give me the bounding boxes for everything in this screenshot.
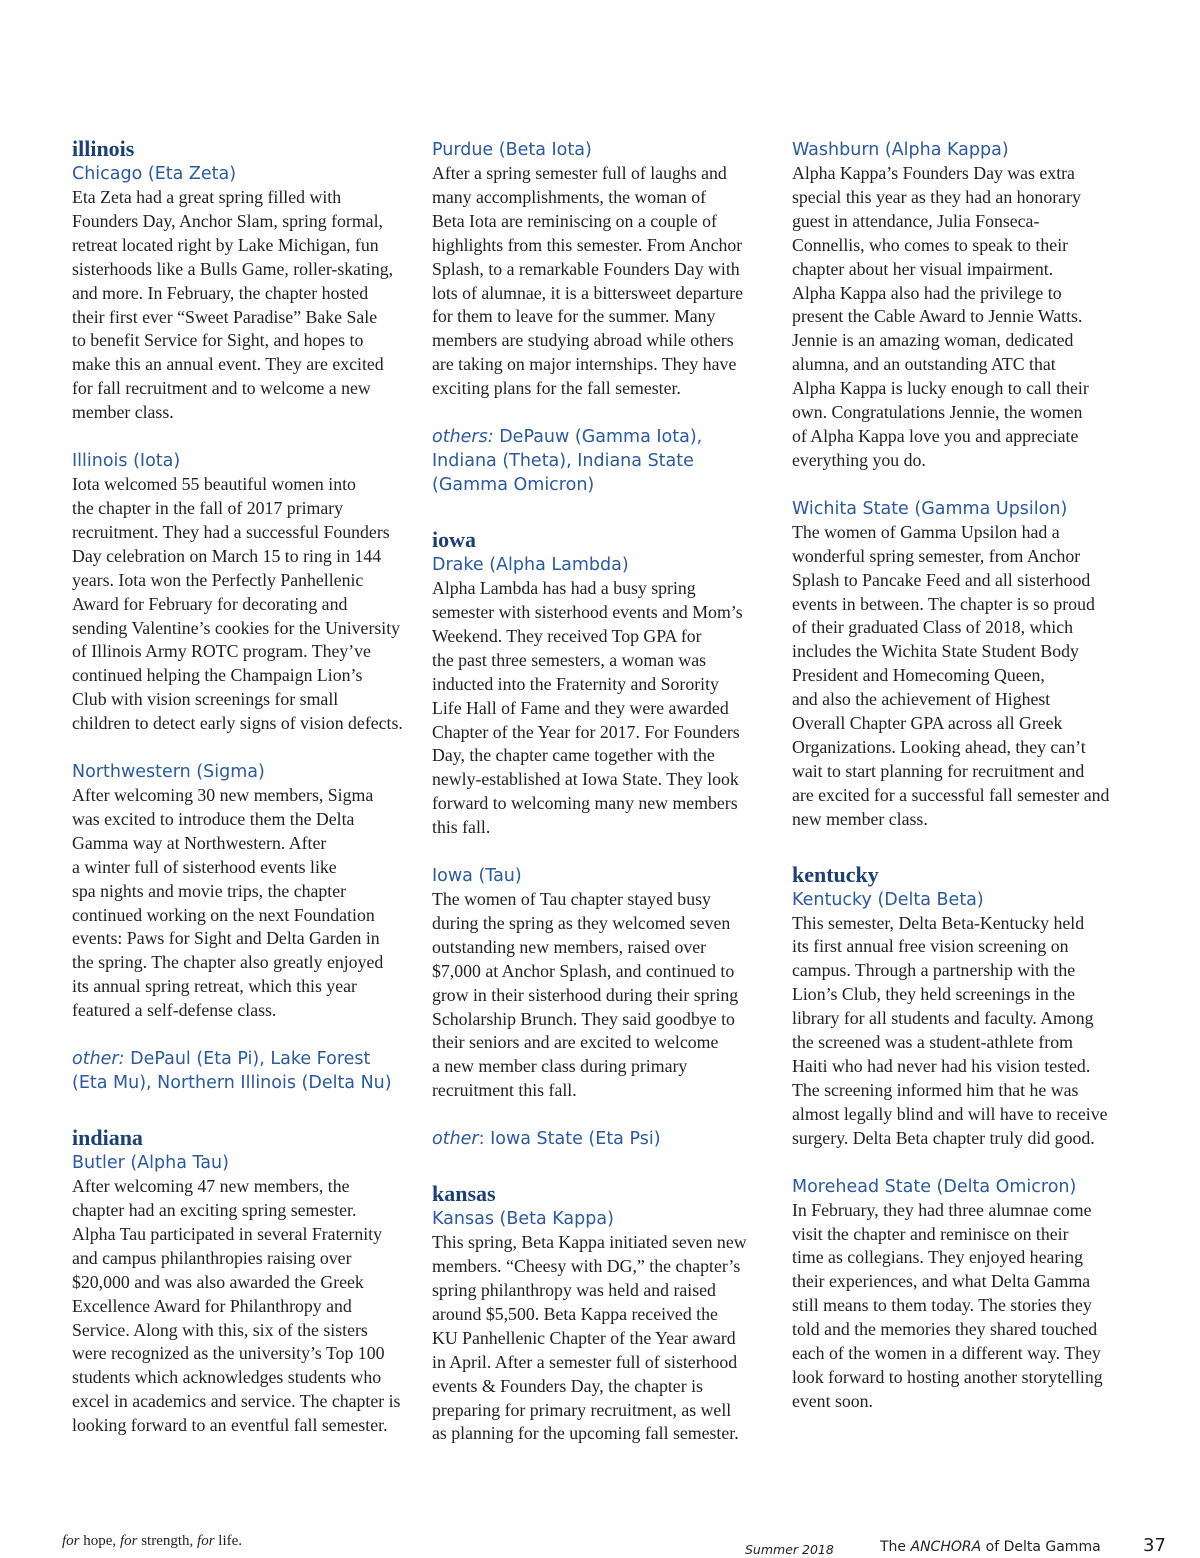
text-line: in April. After a semester full of sisterhood — [432, 1351, 738, 1372]
text-line: highlights from this semester. From Anchor — [432, 234, 743, 255]
text-line: Lion’s Club, they held screenings in the — [792, 984, 1075, 1005]
state-heading-illinois: illinois — [72, 136, 135, 161]
tagline-for-1: for — [62, 1533, 80, 1549]
chapter-title-kansas: Kansas (Beta Kappa) — [432, 1209, 614, 1230]
text-line: its first annual free vision screening on — [792, 936, 1069, 957]
chapter-title-northwestern: Northwestern (Sigma) — [72, 762, 265, 783]
text-line: almost legally blind and will have to receive — [792, 1103, 1108, 1124]
text-line: The women of Gamma Upsilon had a — [792, 521, 1060, 542]
text-line: the chapter in the fall of 2017 primary — [72, 497, 344, 518]
text-line: each of the women in a different way. They — [792, 1343, 1101, 1364]
other-line-1: DePaul (Eta Pi), Lake Forest — [124, 1049, 371, 1070]
text-line: this fall. — [432, 817, 491, 838]
magazine-name — [880, 1539, 1101, 1555]
text-line: their experiences, and what Delta Gamma — [792, 1271, 1091, 1292]
text-line: forward to welcoming many new members — [432, 793, 738, 814]
chapter-text-purdue — [432, 162, 777, 401]
issue-date: Summer 2018 — [745, 1542, 834, 1557]
text-line: In February, they had three alumnae come — [792, 1199, 1092, 1220]
page-number: 37 — [1143, 1535, 1166, 1556]
text-line: After welcoming 30 new members, Sigma — [72, 785, 374, 806]
text-line: events: Paws for Sight and Delta Garden in — [72, 928, 380, 949]
text-line: Award for February for decorating and — [72, 593, 348, 614]
tagline-hope: hope, — [79, 1533, 120, 1549]
text-line: The women of Tau chapter stayed busy — [432, 889, 711, 910]
text-line: This spring, Beta Kappa initiated seven new — [432, 1232, 747, 1253]
text-line: Overall Chapter GPA across all Greek — [792, 713, 1063, 734]
text-line: years. Iota won the Perfectly Panhellenic — [72, 569, 364, 590]
text-line: outstanding new members, raised over — [432, 936, 707, 957]
text-line: around $5,500. Beta Kappa received the — [432, 1303, 718, 1324]
text-line: $20,000 and was also awarded the Greek — [72, 1271, 364, 1292]
text-line: of Alpha Kappa love you and appreciate — [792, 425, 1079, 446]
text-line: Iota welcomed 55 beautiful women into — [72, 474, 356, 495]
text-line: Service. Along with this, six of the sisters — [72, 1319, 368, 1340]
text-line: a winter full of sisterhood events like — [72, 856, 337, 877]
text-line: event soon. — [792, 1390, 873, 1411]
text-line: Life Hall of Fame and they were awarded — [432, 697, 729, 718]
text-line: as planning for the upcoming fall semester. — [432, 1423, 739, 1444]
column-2 — [432, 138, 777, 1446]
chapter-title-morehead-state: Morehead State (Delta Omicron) — [792, 1176, 1077, 1197]
text-line: told and the memories they shared touched — [792, 1319, 1098, 1340]
text-line: and campus philanthropies raising over — [72, 1247, 352, 1268]
chapter-title-purdue: Purdue (Beta Iota) — [432, 140, 592, 160]
text-line: were recognized as the university’s Top 100 — [72, 1343, 385, 1364]
text-line: and more. In February, the chapter hosted — [72, 282, 369, 303]
text-line: its annual spring retreat, which this year — [72, 976, 357, 997]
text-line: are taking on major internships. They have — [432, 354, 737, 375]
text-line: their seniors and are excited to welcome — [432, 1032, 719, 1053]
text-line: present the Cable Award to Jennie Watts. — [792, 306, 1083, 327]
chapter-text-wichita-state — [792, 521, 1137, 832]
text-line: Organizations. Looking ahead, they can’t — [792, 736, 1086, 757]
text-line: inducted into the Fraternity and Sorority — [432, 673, 719, 694]
text-line: includes the Wichita State Student Body — [792, 641, 1079, 662]
column-3 — [792, 138, 1137, 1414]
text-line: lots of alumnae, it is a bittersweet departure — [432, 282, 744, 303]
chapter-text-kentucky — [792, 912, 1137, 1151]
text-line: newly-established at Iowa State. They look — [432, 769, 739, 790]
text-line: look forward to hosting another storytelling — [792, 1366, 1103, 1387]
text-line: to benefit Service for Sight, and hopes to — [72, 330, 364, 351]
others-line-1: DePauw (Gamma Iota), — [493, 427, 703, 448]
text-line: retreat located right by Lake Michigan, fun — [72, 234, 379, 255]
text-line: Alpha Tau participated in several Fraternity — [72, 1223, 382, 1244]
text-line: exciting plans for the fall semester. — [432, 378, 681, 399]
magazine-the: The — [880, 1539, 911, 1555]
text-line: After a spring semester full of laughs and — [432, 163, 727, 183]
other-text-iowa: : Iowa State (Eta Psi) — [478, 1129, 661, 1150]
tagline-strength: strength, — [137, 1533, 198, 1549]
other-chapters-illinois — [72, 1047, 417, 1095]
text-line: their first ever “Sweet Paradise” Bake Sale — [72, 306, 378, 327]
text-line: continued working on the next Foundation — [72, 904, 375, 925]
text-line: campus. Through a partnership with the — [792, 960, 1076, 981]
text-line: continued helping the Champaign Lion’s — [72, 665, 363, 686]
column-1 — [72, 136, 417, 1438]
text-line: chapter had an exciting spring semester. — [72, 1200, 357, 1220]
text-line: looking forward to an eventful fall semester. — [72, 1415, 388, 1436]
text-line: members are studying abroad while others — [432, 330, 734, 351]
text-line: featured a self-defense class. — [72, 1000, 277, 1021]
text-line: was excited to introduce them the Delta — [72, 808, 355, 829]
text-line: new member class. — [792, 808, 928, 829]
text-line: Beta Iota are reminiscing on a couple of — [432, 210, 717, 231]
chapter-title-drake: Drake (Alpha Lambda) — [432, 555, 629, 576]
chapter-text-illinois — [72, 473, 417, 736]
text-line: Alpha Kappa is lucky enough to call their — [792, 378, 1089, 399]
text-line: the screened was a student-athlete from — [792, 1032, 1073, 1053]
text-line: sending Valentine’s cookies for the University — [72, 617, 401, 638]
chapter-title-chicago: Chicago (Eta Zeta) — [72, 164, 237, 184]
text-line: events & Founders Day, the chapter is — [432, 1375, 703, 1396]
text-line: recruitment this fall. — [432, 1080, 577, 1101]
text-line: preparing for primary recruitment, as well — [432, 1399, 732, 1420]
text-line: children to detect early signs of vision defects. — [72, 713, 403, 734]
chapter-text-kansas — [432, 1231, 777, 1446]
text-line: students which acknowledges students who — [72, 1367, 382, 1388]
text-line: The screening informed him that he was — [792, 1079, 1079, 1100]
text-line: make this an annual event. They are excited — [72, 354, 384, 375]
magazine-title: ANCHORA — [910, 1539, 982, 1555]
text-line: of their graduated Class of 2018, which — [792, 617, 1073, 638]
chapter-text-northwestern — [72, 784, 417, 1023]
text-line: Jennie is an amazing woman, dedicated — [792, 330, 1074, 351]
chapter-title-butler: Butler (Alpha Tau) — [72, 1153, 229, 1174]
text-line: of Illinois Army ROTC program. They’ve — [72, 641, 371, 662]
other-chapters-iowa — [432, 1127, 777, 1151]
chapter-text-washburn — [792, 162, 1137, 473]
text-line: member class. — [72, 402, 174, 423]
chapter-title-wichita-state: Wichita State (Gamma Upsilon) — [792, 498, 1068, 519]
text-line: wonderful spring semester, from Anchor — [792, 545, 1081, 566]
text-line: the past three semesters, a woman was — [432, 649, 707, 670]
others-line-3: (Gamma Omicron) — [432, 475, 595, 496]
text-line: grow in their sisterhood during their spring — [432, 984, 739, 1005]
text-line: Excellence Award for Philanthropy and — [72, 1295, 352, 1316]
text-line: wait to start planning for recruitment and — [792, 760, 1085, 781]
others-line-2: Indiana (Theta), Indiana State — [432, 451, 694, 472]
text-line: After welcoming 47 new members, the — [72, 1176, 350, 1197]
text-line: for fall recruitment and to welcome a new — [72, 378, 371, 399]
chapter-text-butler — [72, 1175, 417, 1438]
text-line: Founders Day, Anchor Slam, spring formal, — [72, 210, 383, 231]
chapter-title-illinois: Illinois (Iota) — [72, 451, 181, 472]
text-line: Chapter of the Year for 2017. For Founders — [432, 721, 740, 742]
text-line: Club with vision screenings for small — [72, 689, 339, 710]
text-line: are excited for a successful fall semester and — [792, 784, 1110, 805]
footer-tagline — [62, 1533, 242, 1550]
chapter-title-kentucky: Kentucky (Delta Beta) — [792, 889, 984, 910]
text-line: Day, the chapter came together with the — [432, 745, 715, 766]
text-line: guest in attendance, Julia Fonseca- — [792, 210, 1040, 231]
text-line: excel in academics and service. The chapter is — [72, 1391, 401, 1412]
text-line: members. “Cheesy with DG,” the chapter’s — [432, 1256, 741, 1277]
other-label: other: — [72, 1049, 125, 1070]
text-line: Splash to Pancake Feed and all sisterhood — [792, 569, 1091, 590]
tagline-for-2: for — [119, 1533, 138, 1549]
others-label: others: — [432, 427, 494, 448]
text-line: sisterhoods like a Bulls Game, roller-skating, — [72, 258, 394, 279]
text-line: own. Congratulations Jennie, the women — [792, 402, 1083, 423]
text-line: alumna, and an outstanding ATC that — [792, 354, 1056, 375]
tagline-for-3: for — [197, 1533, 215, 1549]
other-line-2: (Eta Mu), Northern Illinois (Delta Nu) — [72, 1073, 392, 1094]
chapter-text-chicago — [72, 186, 417, 425]
text-line: Day celebration on March 15 to ring in 144 — [72, 545, 382, 566]
text-line: a new member class during primary — [432, 1056, 688, 1077]
text-line: $7,000 at Anchor Splash, and continued to — [432, 960, 735, 981]
text-line: Alpha Kappa also had the privilege to — [792, 282, 1062, 303]
text-line: semester with sisterhood events and Mom’s — [432, 601, 743, 622]
text-line: special this year as they had an honorary — [792, 186, 1081, 207]
text-line: many accomplishments, the woman of — [432, 186, 707, 207]
text-line: library for all students and faculty. Among — [792, 1008, 1094, 1029]
text-line: Connellis, who comes to speak to their — [792, 234, 1069, 255]
text-line: for them to leave for the summer. Many — [432, 306, 716, 327]
text-line: chapter about her visual impairment. — [792, 258, 1054, 279]
text-line: spring philanthropy was held and raised — [432, 1280, 716, 1300]
chapter-text-iowa — [432, 888, 777, 1103]
text-line: time as collegians. They enjoyed hearing — [792, 1247, 1083, 1268]
text-line: and also the achievement of Highest — [792, 689, 1051, 710]
text-line: Eta Zeta had a great spring filled with — [72, 187, 342, 207]
chapter-title-washburn: Washburn (Alpha Kappa) — [792, 140, 1009, 160]
text-line: Gamma way at Northwestern. After — [72, 832, 327, 853]
text-line: recruitment. They had a successful Founders — [72, 521, 390, 542]
text-line: Alpha Kappa’s Founders Day was extra — [792, 163, 1075, 183]
state-heading-kansas: kansas — [432, 1181, 496, 1207]
text-line: Haiti who had never had his vision tested. — [792, 1056, 1091, 1076]
state-heading-indiana: indiana — [72, 1125, 143, 1151]
state-heading-iowa: iowa — [432, 527, 476, 553]
text-line: KU Panhellenic Chapter of the Year award — [432, 1327, 736, 1348]
text-line: everything you do. — [792, 449, 926, 470]
text-line: still means to them today. The stories they — [792, 1295, 1092, 1316]
magazine-of: of Delta Gamma — [981, 1539, 1101, 1555]
text-line: Weekend. They received Top GPA for — [432, 625, 702, 646]
text-line: surgery. Delta Beta chapter truly did good. — [792, 1127, 1095, 1148]
text-line: President and Homecoming Queen, — [792, 665, 1045, 686]
chapter-text-drake — [432, 577, 777, 840]
text-line: Alpha Lambda has had a busy spring — [432, 578, 696, 599]
text-line: This semester, Delta Beta-Kentucky held — [792, 912, 1085, 933]
text-line: spa nights and movie trips, the chapter — [72, 880, 347, 901]
tagline-life: life. — [214, 1533, 243, 1549]
chapter-title-iowa: Iowa (Tau) — [432, 866, 522, 887]
text-line: Splash, to a remarkable Founders Day with — [432, 258, 740, 279]
other-chapters-indiana — [432, 425, 777, 497]
chapter-text-morehead-state — [792, 1199, 1137, 1414]
text-line: Scholarship Brunch. They said goodbye to — [432, 1008, 735, 1029]
text-line: the spring. The chapter also greatly enjoyed — [72, 952, 384, 973]
state-heading-kentucky: kentucky — [792, 861, 879, 887]
text-line: events in between. The chapter is so proud — [792, 593, 1095, 614]
other-label-iowa: other — [432, 1129, 479, 1150]
text-line: during the spring as they welcomed seven — [432, 912, 731, 933]
text-line: visit the chapter and reminisce on their — [792, 1223, 1069, 1244]
